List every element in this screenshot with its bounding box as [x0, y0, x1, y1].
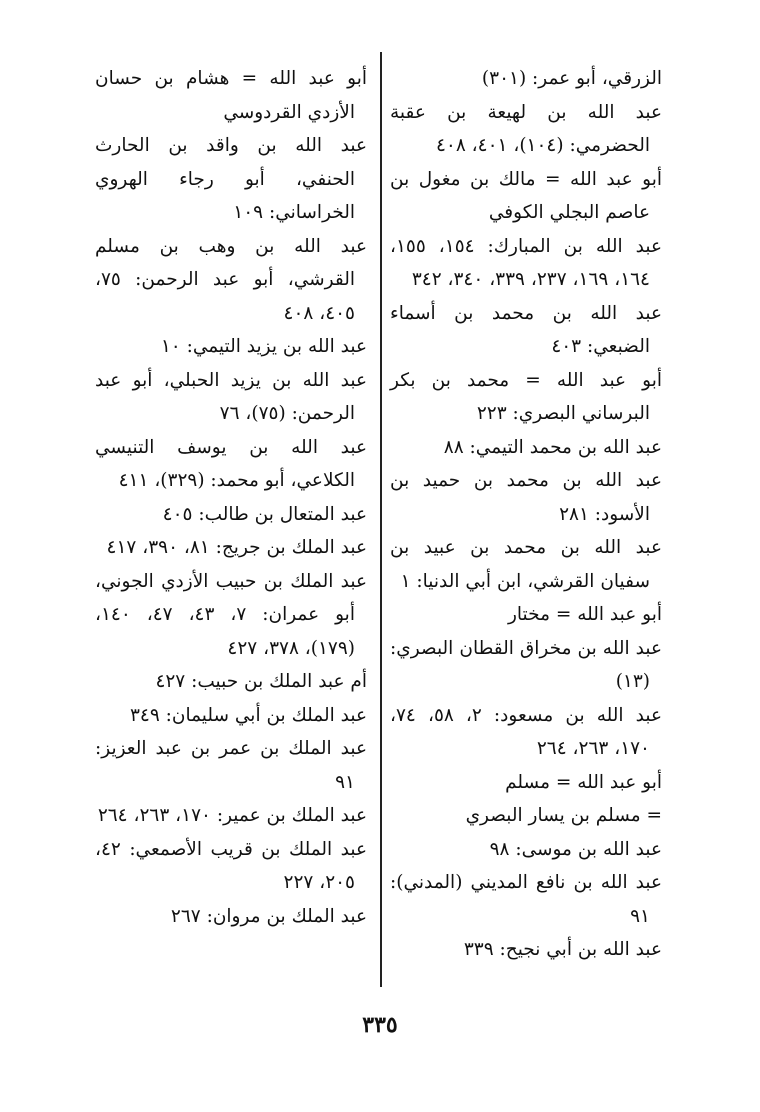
index-entry: عبد المتعال بن طالب: ٤٠٥ [162, 503, 367, 525]
index-entry: عبد الله بن موسى: ٩٨ [489, 838, 662, 860]
index-entry: عبد الله بن واقد بن الحارث الحنفي، أبو رجاء الهروي الخراساني: ١٠٩ [95, 135, 367, 223]
column-divider [380, 52, 382, 987]
page-number: ٣٣٥ [362, 1012, 398, 1038]
index-entry: عبد الله بن مخراق القطان البصري: (١٣) [390, 637, 662, 692]
index-entry: أبو عبد الله = مالك بن مغول بن عاصم البجلي الكوفي [390, 168, 662, 223]
index-entry: الزرقي، أبو عمر: (٣٠١) [481, 68, 662, 89]
right-index-column [390, 62, 662, 967]
index-entry: أبو عبد الله = مختار [507, 604, 662, 625]
index-entry: عبد الملك بن مروان: ٢٦٧ [170, 905, 367, 927]
index-entry: عبد الله بن المبارك: ١٥٤، ١٥٥، ١٦٤، ١٦٩، ٢٣٧، ٣٣٩، ٣٤٠، ٣٤٢ [390, 235, 663, 290]
index-entry: عبد الله بن محمد التيمي: ٨٨ [443, 436, 662, 458]
index-entry: عبد الملك بن حبيب الأزدي الجوني، أبو عمران: ٧، ٤٣، ٤٧، ١٤٠، (١٧٩)، ٣٧٨، ٤٢٧ [95, 570, 367, 659]
index-entry: عبد الملك بن أبي سليمان: ٣٤٩ [129, 704, 367, 726]
index-entry: عبد الله بن أبي نجيح: ٣٣٩ [463, 939, 662, 960]
index-entry: أبو عبد الله = مسلم [505, 771, 662, 793]
index-entry: عبد الله بن محمد بن عبيد بن سفيان القرشي، ابن أبي الدنيا: ١ [390, 537, 662, 592]
index-entry: عبد الملك بن جريج: ٨١، ٣٩٠، ٤١٧ [106, 537, 367, 558]
index-entry: عبد الله بن وهب بن مسلم القرشي، أبو عبد الرحمن: ٧٥، ٤٠٥، ٤٠٨ [95, 235, 367, 324]
index-entry: عبد الله بن محمد بن أسماء الضبعي: ٤٠٣ [390, 302, 662, 357]
index-entry: عبد الله بن يوسف التنيسي الكلاعي، أبو محمد: (٣٢٩)، ٤١١ [95, 436, 367, 491]
index-entry: أبو عبد الله = محمد بن بكر البرساني البصري: ٢٢٣ [390, 369, 662, 424]
index-entry: عبد الملك بن عمير: ١٧٠، ٢٦٣، ٢٦٤ [97, 805, 367, 826]
index-entry: عبد الله بن لهيعة بن عقبة الحضرمي: (١٠٤)، ٤٠١، ٤٠٨ [390, 101, 662, 156]
index-entry: = مسلم بن يسار البصري [465, 805, 662, 826]
index-entry: عبد الله بن يزيد التيمي: ١٠ [160, 336, 367, 357]
index-entry: عبد الله بن مسعود: ٢، ٥٨، ٧٤، ١٧٠، ٢٦٣، ٢٦٤ [390, 704, 662, 759]
index-entry: عبد الملك بن قريب الأصمعي: ٤٢، ٢٠٥، ٢٢٧ [95, 838, 367, 893]
index-entry: عبد الله بن يزيد الحبلي، أبو عبد الرحمن: (٧٥)، ٧٦ [95, 369, 367, 424]
index-entry: عبد الملك بن عمر بن عبد العزيز: ٩١ [95, 738, 367, 793]
left-index-column [95, 62, 367, 933]
index-entry: عبد الله بن محمد بن حميد بن الأسود: ٢٨١ [390, 470, 662, 525]
index-entry: أبو عبد الله = هشام بن حسان الأزدي القردوسي [95, 68, 367, 123]
index-entry: عبد الله بن نافع المديني (المدني): ٩١ [390, 872, 662, 927]
index-entry: أم عبد الملك بن حبيب: ٤٢٧ [155, 671, 367, 692]
